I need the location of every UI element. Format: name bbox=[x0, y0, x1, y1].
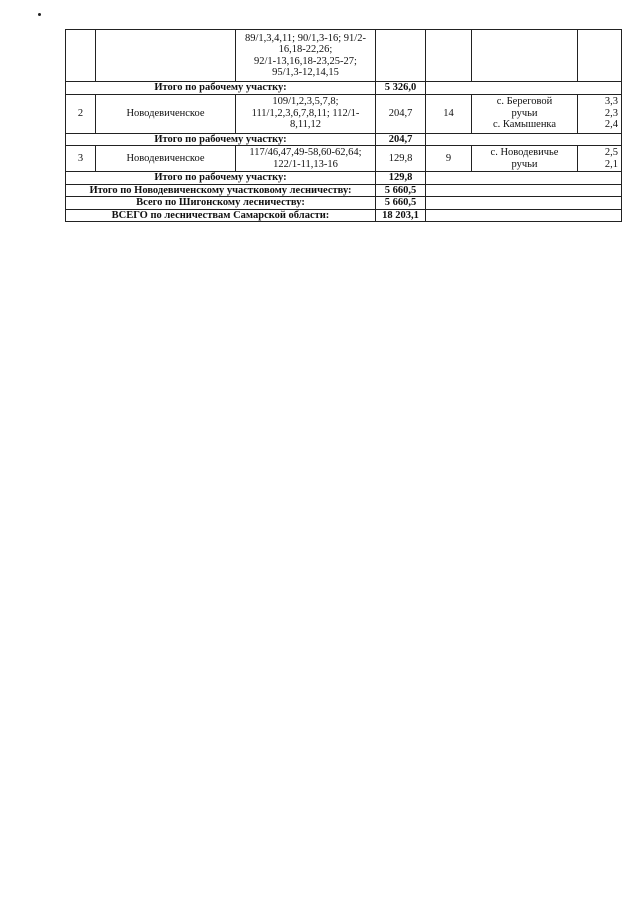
count-cell: 14 bbox=[426, 94, 472, 133]
area-cell: 204,7 bbox=[376, 94, 426, 133]
settlement-cell bbox=[472, 94, 578, 133]
subtotal-value: 5 326,0 bbox=[376, 82, 426, 95]
empty-cell bbox=[426, 133, 622, 146]
scan-speck bbox=[38, 13, 41, 16]
subtotal-value: 129,8 bbox=[376, 172, 426, 185]
settlement-name: с. Береговой bbox=[496, 96, 553, 108]
settlement-name: ручьи bbox=[511, 158, 538, 170]
distance-value: 2,1 bbox=[604, 158, 618, 170]
district-name-cell: Новодевиченское bbox=[96, 146, 236, 172]
subtotal-label: Итого по рабочему участку: bbox=[66, 133, 376, 146]
quarters-line: 92/1-13,16,18-23,25-27; bbox=[254, 55, 357, 67]
district-name-cell: Новодевиченское bbox=[96, 94, 236, 133]
forestry-total-row bbox=[66, 197, 622, 210]
quarters-line: 89/1,3,4,11; 90/1,3-16; 91/2-16,18-22,26; bbox=[245, 32, 366, 55]
table-row bbox=[66, 94, 622, 133]
count-cell: 9 bbox=[426, 146, 472, 172]
settlement-cell bbox=[472, 30, 578, 82]
count-cell bbox=[426, 30, 472, 82]
district-total-row bbox=[66, 184, 622, 197]
subtotal-label: Итого по рабочему участку: bbox=[66, 172, 376, 185]
distance-value: 2,5 bbox=[604, 147, 618, 158]
subtotal-row bbox=[66, 172, 622, 185]
empty-cell bbox=[426, 82, 622, 95]
distance-value: 2,4 bbox=[604, 119, 618, 131]
settlement-cell bbox=[472, 146, 578, 172]
grand-total-value: 18 203,1 bbox=[376, 209, 426, 222]
settlement-name: с. Камышенка bbox=[492, 119, 557, 131]
settlement-name: ручьи bbox=[511, 107, 538, 119]
distance-cell bbox=[578, 94, 622, 133]
quarters-cell: 109/1,2,3,5,7,8; 111/1,2,3,6,7,8,11; 112/1-8,11,12 bbox=[236, 94, 376, 133]
district-total-label: Итого по Новодевиченскому участковому лесничеству: bbox=[66, 184, 376, 197]
forestry-total-label: Всего по Шигонскому лесничеству: bbox=[66, 197, 376, 210]
forest-areas-table bbox=[65, 29, 622, 222]
distance-value: 3,3 bbox=[604, 96, 618, 108]
distance-cell bbox=[578, 146, 622, 172]
district-name-cell bbox=[96, 30, 236, 82]
distance-cell bbox=[578, 30, 622, 82]
settlement-name: с. Новодевичье bbox=[490, 147, 559, 158]
area-cell: 129,8 bbox=[376, 146, 426, 172]
subtotal-row bbox=[66, 82, 622, 95]
quarters-cell bbox=[236, 30, 376, 82]
subtotal-value: 204,7 bbox=[376, 133, 426, 146]
area-cell bbox=[376, 30, 426, 82]
empty-cell bbox=[426, 172, 622, 185]
quarters-cell: 117/46,47,49-58,60-62,64; 122/1-11,13-16 bbox=[236, 146, 376, 172]
grand-total-label: ВСЕГО по лесничествам Самарской области: bbox=[66, 209, 376, 222]
empty-cell bbox=[426, 209, 622, 222]
district-total-value: 5 660,5 bbox=[376, 184, 426, 197]
table-row bbox=[66, 30, 622, 82]
forestry-total-value: 5 660,5 bbox=[376, 197, 426, 210]
quarters-line: 95/1,3-12,14,15 bbox=[272, 67, 339, 78]
subtotal-row bbox=[66, 133, 622, 146]
empty-cell bbox=[426, 197, 622, 210]
subtotal-label: Итого по рабочему участку: bbox=[66, 82, 376, 95]
distance-value: 2,3 bbox=[604, 107, 618, 119]
row-number-cell: 3 bbox=[66, 146, 96, 172]
table-row bbox=[66, 146, 622, 172]
grand-total-row bbox=[66, 209, 622, 222]
row-number-cell: 2 bbox=[66, 94, 96, 133]
row-number-cell bbox=[66, 30, 96, 82]
empty-cell bbox=[426, 184, 622, 197]
